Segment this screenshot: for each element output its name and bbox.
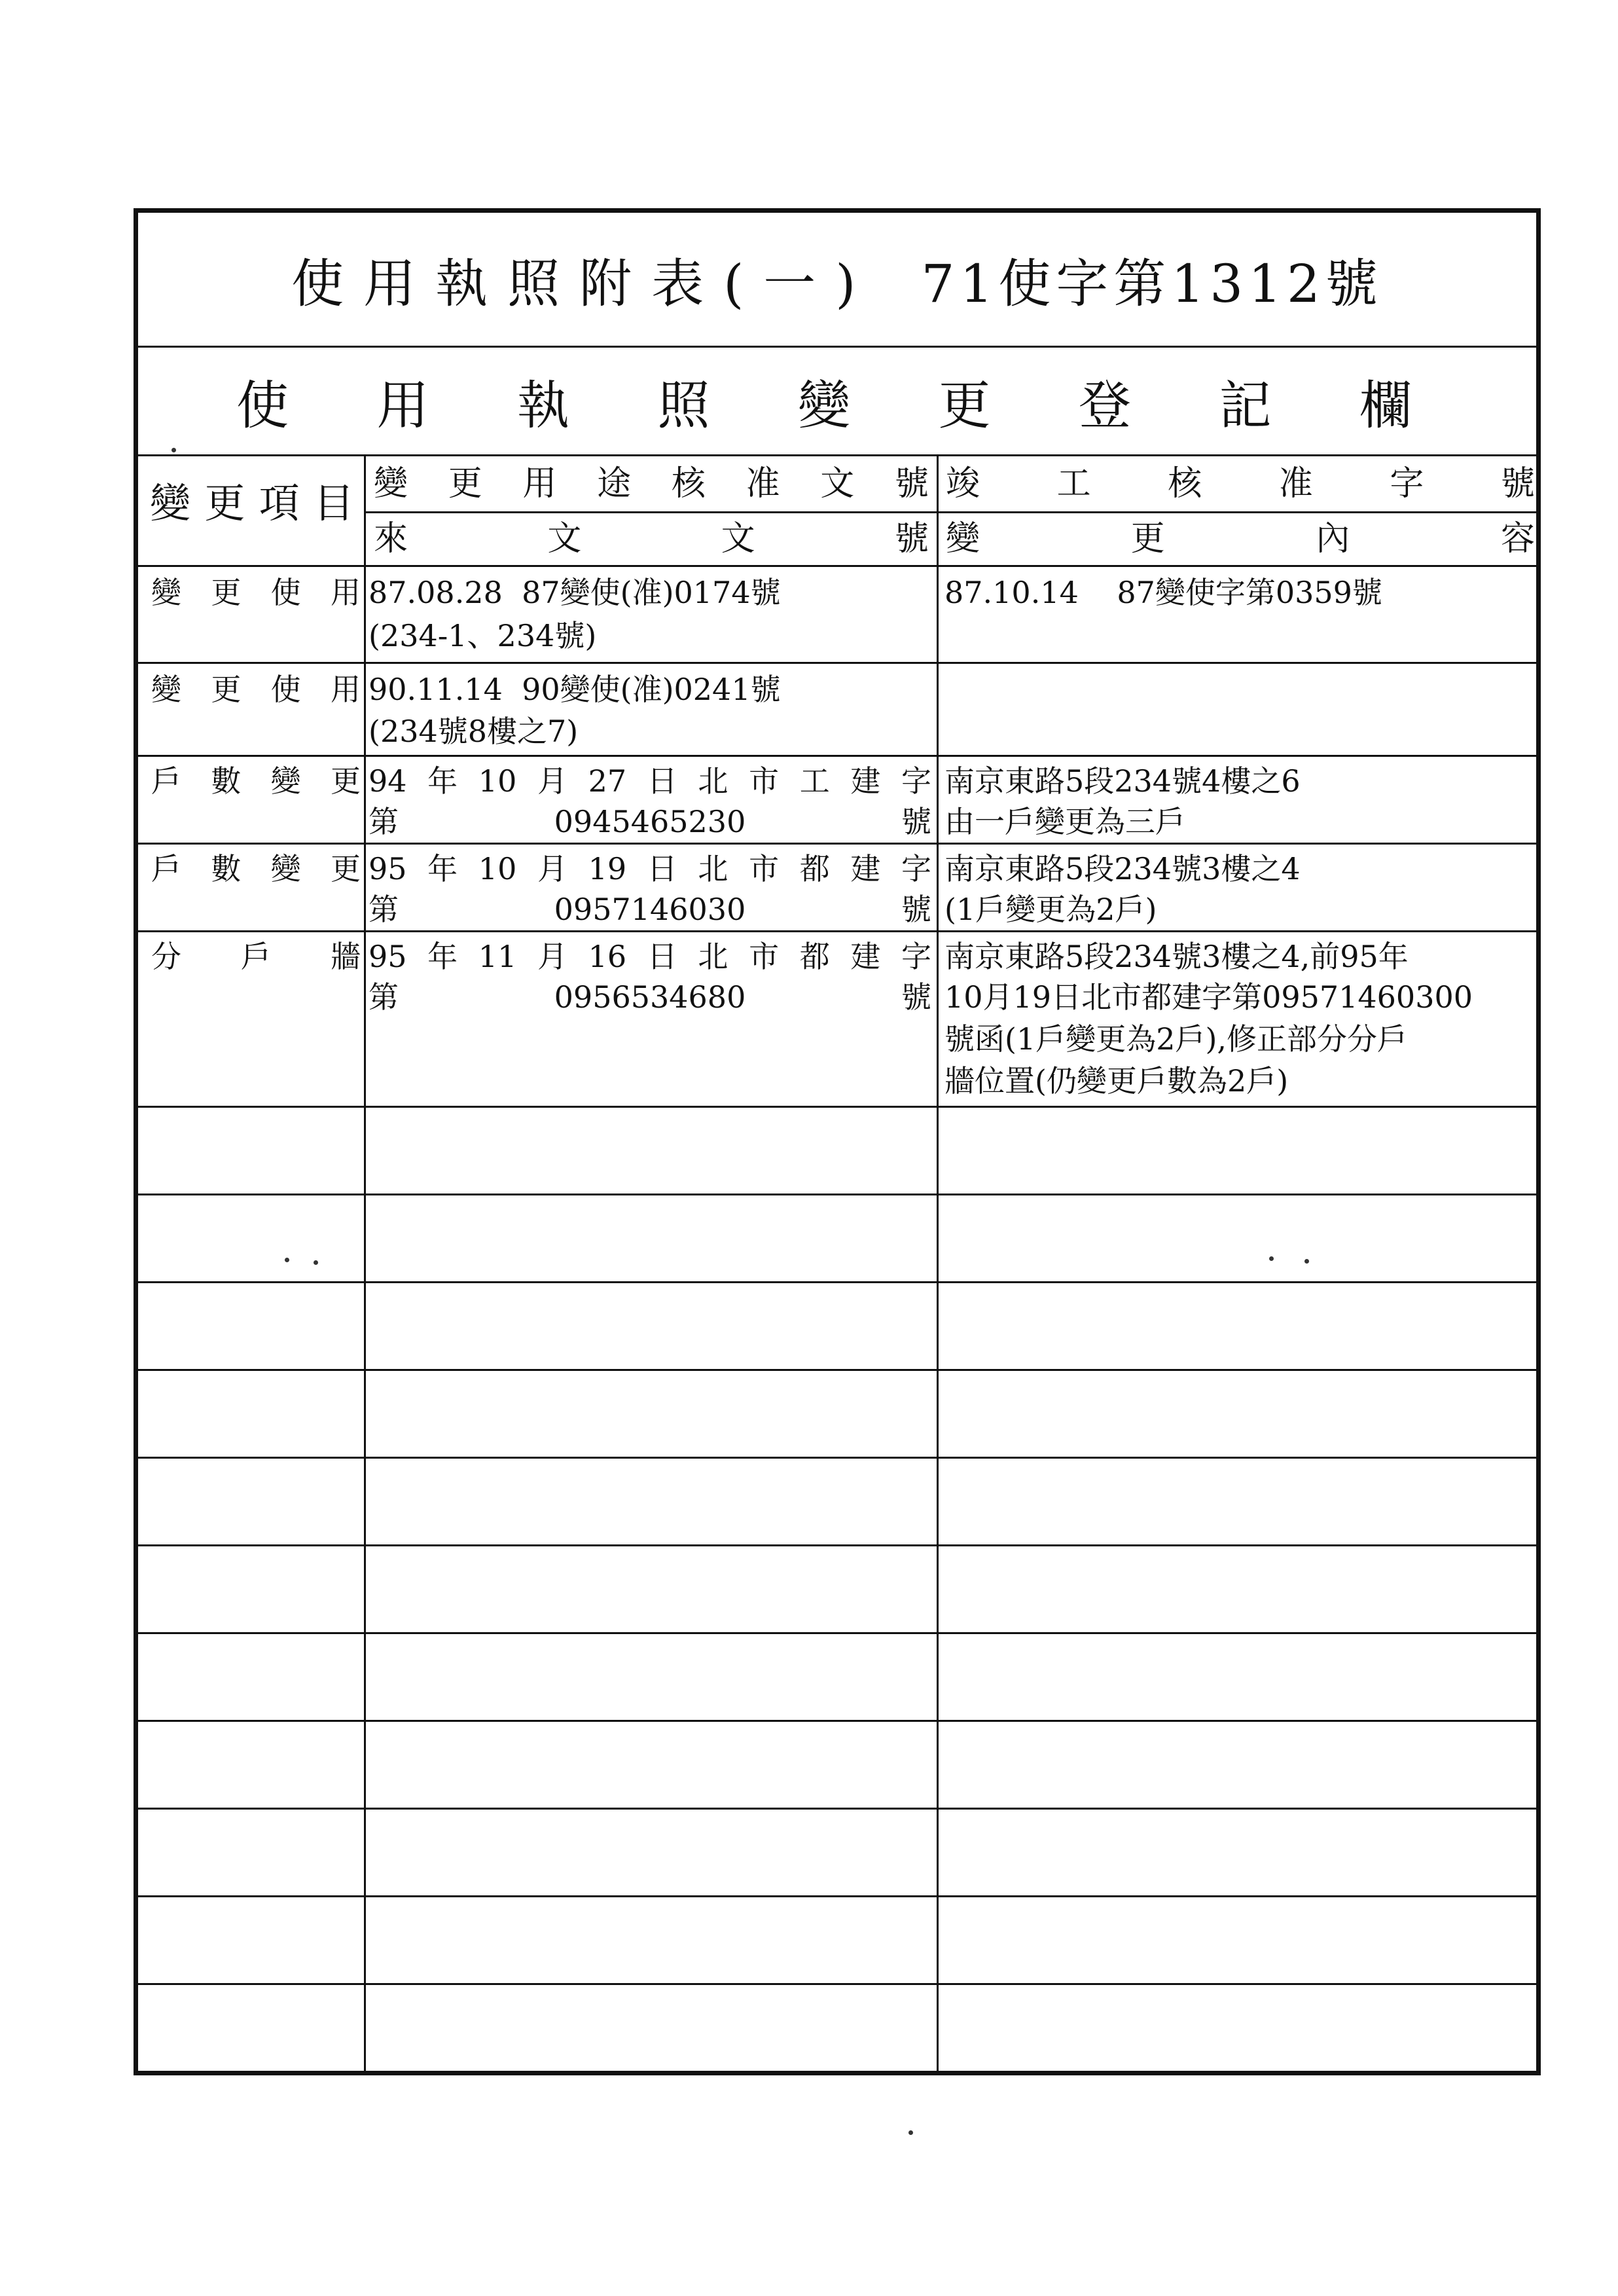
row-4-item: 戶數變更 [151, 851, 361, 886]
row-5-content-line-4: 牆位置(仍變更戶數為2戶) [944, 1063, 1289, 1099]
row-line [138, 1281, 1536, 1283]
row-5-content-line-1: 南京東路5段234號3樓之4,前95年 [944, 939, 1409, 974]
row-line [138, 1808, 1536, 1810]
row-2-doc-line-2: (234號8樓之7) [369, 714, 579, 749]
row-2-item: 變更使用 [151, 672, 361, 707]
row-1-doc-line-2: (234-1、234號) [369, 618, 597, 653]
header-top-left: 變更用途核准文號 [374, 464, 929, 503]
row-5-content-line-3: 號函(1戶變更為2戶),修正部分分戶 [944, 1021, 1408, 1057]
col-divider-1 [364, 456, 366, 2071]
row-1-doc-line-1: 87.08.28 87變使(准)0174號 [369, 575, 781, 610]
row-4-doc-line-2: 第0957146030號 [369, 892, 931, 927]
row-4-content-line-1: 南京東路5段234號3樓之4 [944, 851, 1301, 886]
row-line [138, 1544, 1536, 1546]
row-3-doc-line-1: 94年10月27日北市工建字 [369, 763, 931, 799]
table-subtitle [138, 348, 1536, 456]
scan-dot [285, 1258, 289, 1262]
row-1-content-line-1: 87.10.14 87變使字第0359號 [944, 575, 1382, 610]
row-line [138, 1983, 1536, 1985]
row-line [138, 1369, 1536, 1371]
row-line [138, 1106, 1536, 1108]
row-1-item: 變更使用 [151, 575, 361, 610]
row-line [138, 1632, 1536, 1634]
document-title [138, 213, 1536, 348]
license-table-frame [134, 208, 1541, 2075]
row-3-content-line-1: 南京東路5段234號4樓之6 [944, 763, 1301, 799]
scan-dot [1269, 1256, 1274, 1261]
header-bottom-left: 來文文號 [374, 519, 929, 558]
row-3-content-line-2: 由一戶變更為三戶 [944, 804, 1185, 839]
row-line [138, 1194, 1536, 1195]
row-4-content-line-2: (1戶變更為2戶) [944, 892, 1157, 927]
row-line [138, 755, 1536, 757]
row-line [138, 565, 1536, 567]
row-2-doc-line-1: 90.11.14 90變使(准)0241號 [369, 672, 781, 707]
header-item: 變更項目 [150, 479, 354, 527]
scan-dot [908, 2130, 913, 2135]
row-5-item: 分戶牆 [151, 939, 361, 974]
subtitle-text: 使用執照變更登記欄 [236, 375, 1412, 436]
row-5-content-line-2: 10月19日北市都建字第09571460300 [944, 979, 1473, 1015]
title-left: 使用執照附表(一) [291, 253, 876, 314]
row-line [138, 1895, 1536, 1897]
scan-dot [1304, 1259, 1309, 1264]
header-bottom-right: 變更內容 [946, 519, 1535, 558]
scan-dot [314, 1260, 318, 1265]
col-divider-2 [937, 456, 939, 2071]
row-3-item: 戶數變更 [151, 763, 361, 799]
scan-dot [171, 448, 176, 452]
title-right: 71使字第1312號 [921, 253, 1383, 314]
row-line [138, 662, 1536, 664]
row-line [138, 1457, 1536, 1459]
row-line [138, 1720, 1536, 1722]
row-5-doc-line-1: 95年11月16日北市都建字 [369, 939, 931, 974]
row-5-doc-line-2: 第0956534680號 [369, 979, 931, 1015]
row-3-doc-line-2: 第0945465230號 [369, 804, 931, 839]
header-mid-line [364, 511, 1536, 513]
header-top-right: 竣工核准字號 [946, 464, 1535, 503]
row-4-doc-line-1: 95年10月19日北市都建字 [369, 851, 931, 886]
